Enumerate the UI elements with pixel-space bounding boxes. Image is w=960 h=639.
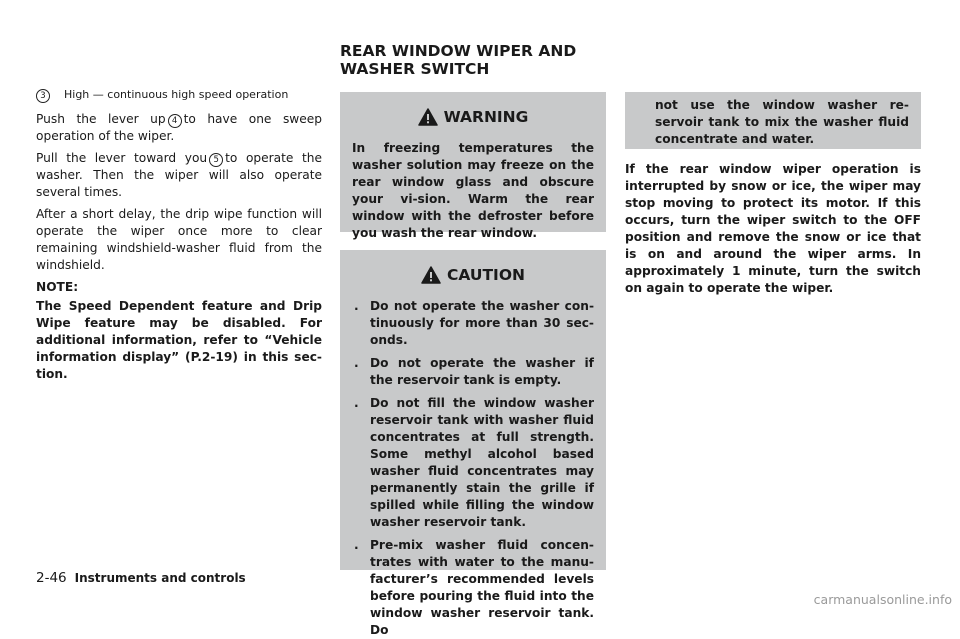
sweep-paragraph: Push the lever up 4 to have one sweep operation of the wiper. [36,112,322,143]
drip-wipe-paragraph: After a short delay, the drip wipe function will operate the wiper once more to clear remaining windshield-washer fluid from the windshield. [36,207,322,272]
note-label: NOTE: [36,280,79,294]
caution-triangle-icon [421,266,441,284]
circled-number-3-icon: 3 [36,89,50,103]
list-item: . Do not fill the window washer reservoir tank with washer fluid concentrates at full strength. Some methyl alcohol based washer fluid concentrates may permanently stain the grille if spilled while filling the window washer reservoir tank. [354,396,594,529]
section-heading: REAR WINDOW WIPER AND WASHER SWITCH [340,42,577,78]
list-item: . Pre-mix washer fluid concen-trates with water to the manu-facturer’s recommended levels before pouring the fluid into the window washer reservoir tank. Do [354,538,594,637]
warning-triangle-icon [418,108,438,126]
right-column [625,92,921,302]
footer-section-title: Instruments and controls [74,571,246,585]
warning-title: WARNING [352,108,594,126]
watermark: carmanualsonline.info [813,592,952,607]
warning-text: In freezing temperatures the washer solution may freeze on the rear window glass and obscure your vi-sion. Warm the rear window with the defroster before you wash the rear window. [352,141,594,240]
caution-list [352,298,594,639]
page-footer [36,570,246,586]
caution-title: CAUTION [352,266,594,284]
circled-number-5-icon: 5 [209,153,223,167]
page-number: 2-46 [36,570,67,586]
note-text: The Speed Dependent feature and Drip Wipe feature may be disabled. For additional information, refer to “Vehicle information display” (P.2-19) in this sec-tion. [36,299,322,381]
high-speed-text: High — continuous high speed operation [64,88,289,101]
warning-box [340,92,606,240]
list-item: . Do not operate the washer if the reservoir tank is empty. [354,356,594,387]
rear-wiper-paragraph: If the rear window wiper operation is interrupted by snow or ice, the wiper may stop moving to protect its motor. If this occurs, turn the wiper switch to the OFF position and remove the snow or ice that is on and around the wiper arms. In approximately 1 minute, turn the switch on again to operate the wiper. [625,162,921,295]
caution-continuation-text: not use the window washer re-servoir tank to mix the washer fluid concentrate and water. [655,98,909,146]
high-speed-item [36,86,322,103]
circled-number-4-icon: 4 [168,114,182,128]
left-column [36,86,322,388]
middle-column [340,92,606,637]
caution-continuation-box [625,92,921,149]
caution-box [340,250,606,637]
washer-paragraph: Pull the lever toward you 5 to operate the washer. Then the wiper will also operate several times. [36,151,322,199]
list-item: . Do not operate the washer con-tinuously for more than 30 sec-onds. [354,299,594,347]
